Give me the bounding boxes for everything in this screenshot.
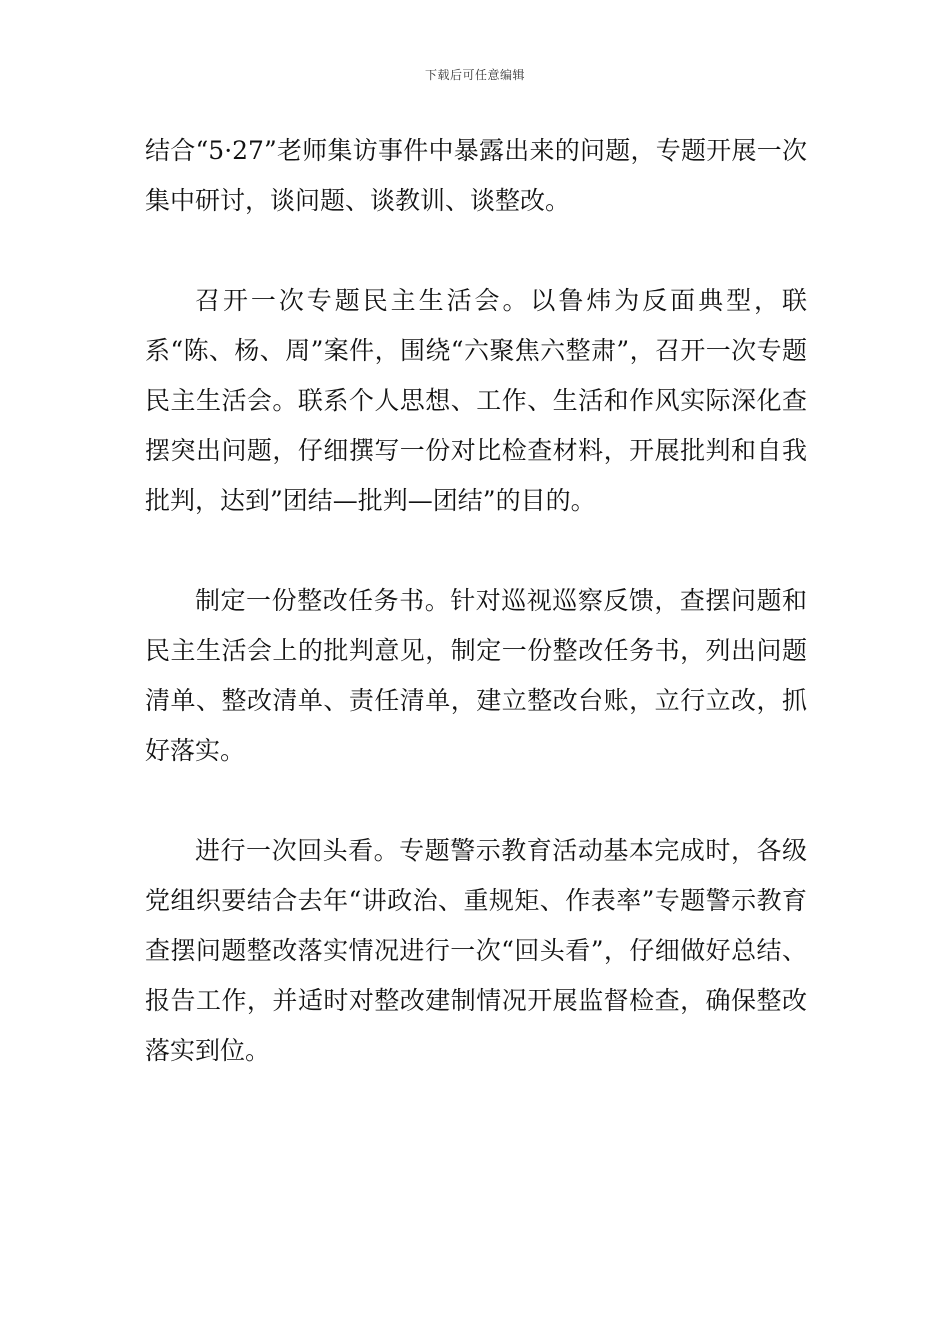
paragraph-1: 结合“5·27”老师集访事件中暴露出来的问题，专题开展一次集中研讨，谈问题、谈教训、谈整改。 <box>145 136 807 215</box>
document-body <box>145 126 807 1126</box>
paragraph-3: 制定一份整改任务书。针对巡视巡察反馈，查摆问题和民主生活会上的批判意见，制定一份整改任务书，列出问题清单、整改清单、责任清单，建立整改台账，立行立改，抓好落实。 <box>145 586 807 765</box>
paragraph-4: 进行一次回头看。专题警示教育活动基本完成时，各级党组织要结合去年“讲政治、重规矩、作表率”专题警示教育查摆问题整改落实情况进行一次“回头看”，仔细做好总结、报告工作，并适时对整改建制情况开展监督检查，确保整改落实到位。 <box>145 836 807 1065</box>
paragraph-2: 召开一次专题民主生活会。以鲁炜为反面典型，联系“陈、杨、周”案件，围绕“六聚焦六整肃”，召开一次专题民主生活会。联系个人思想、工作、生活和作风实际深化查摆突出问题，仔细撰写一份对比检查材料，开展批判和自我批判，达到”团结—批判—团结”的目的。 <box>145 286 807 515</box>
page-header: 下载后可任意编辑 <box>424 68 525 82</box>
